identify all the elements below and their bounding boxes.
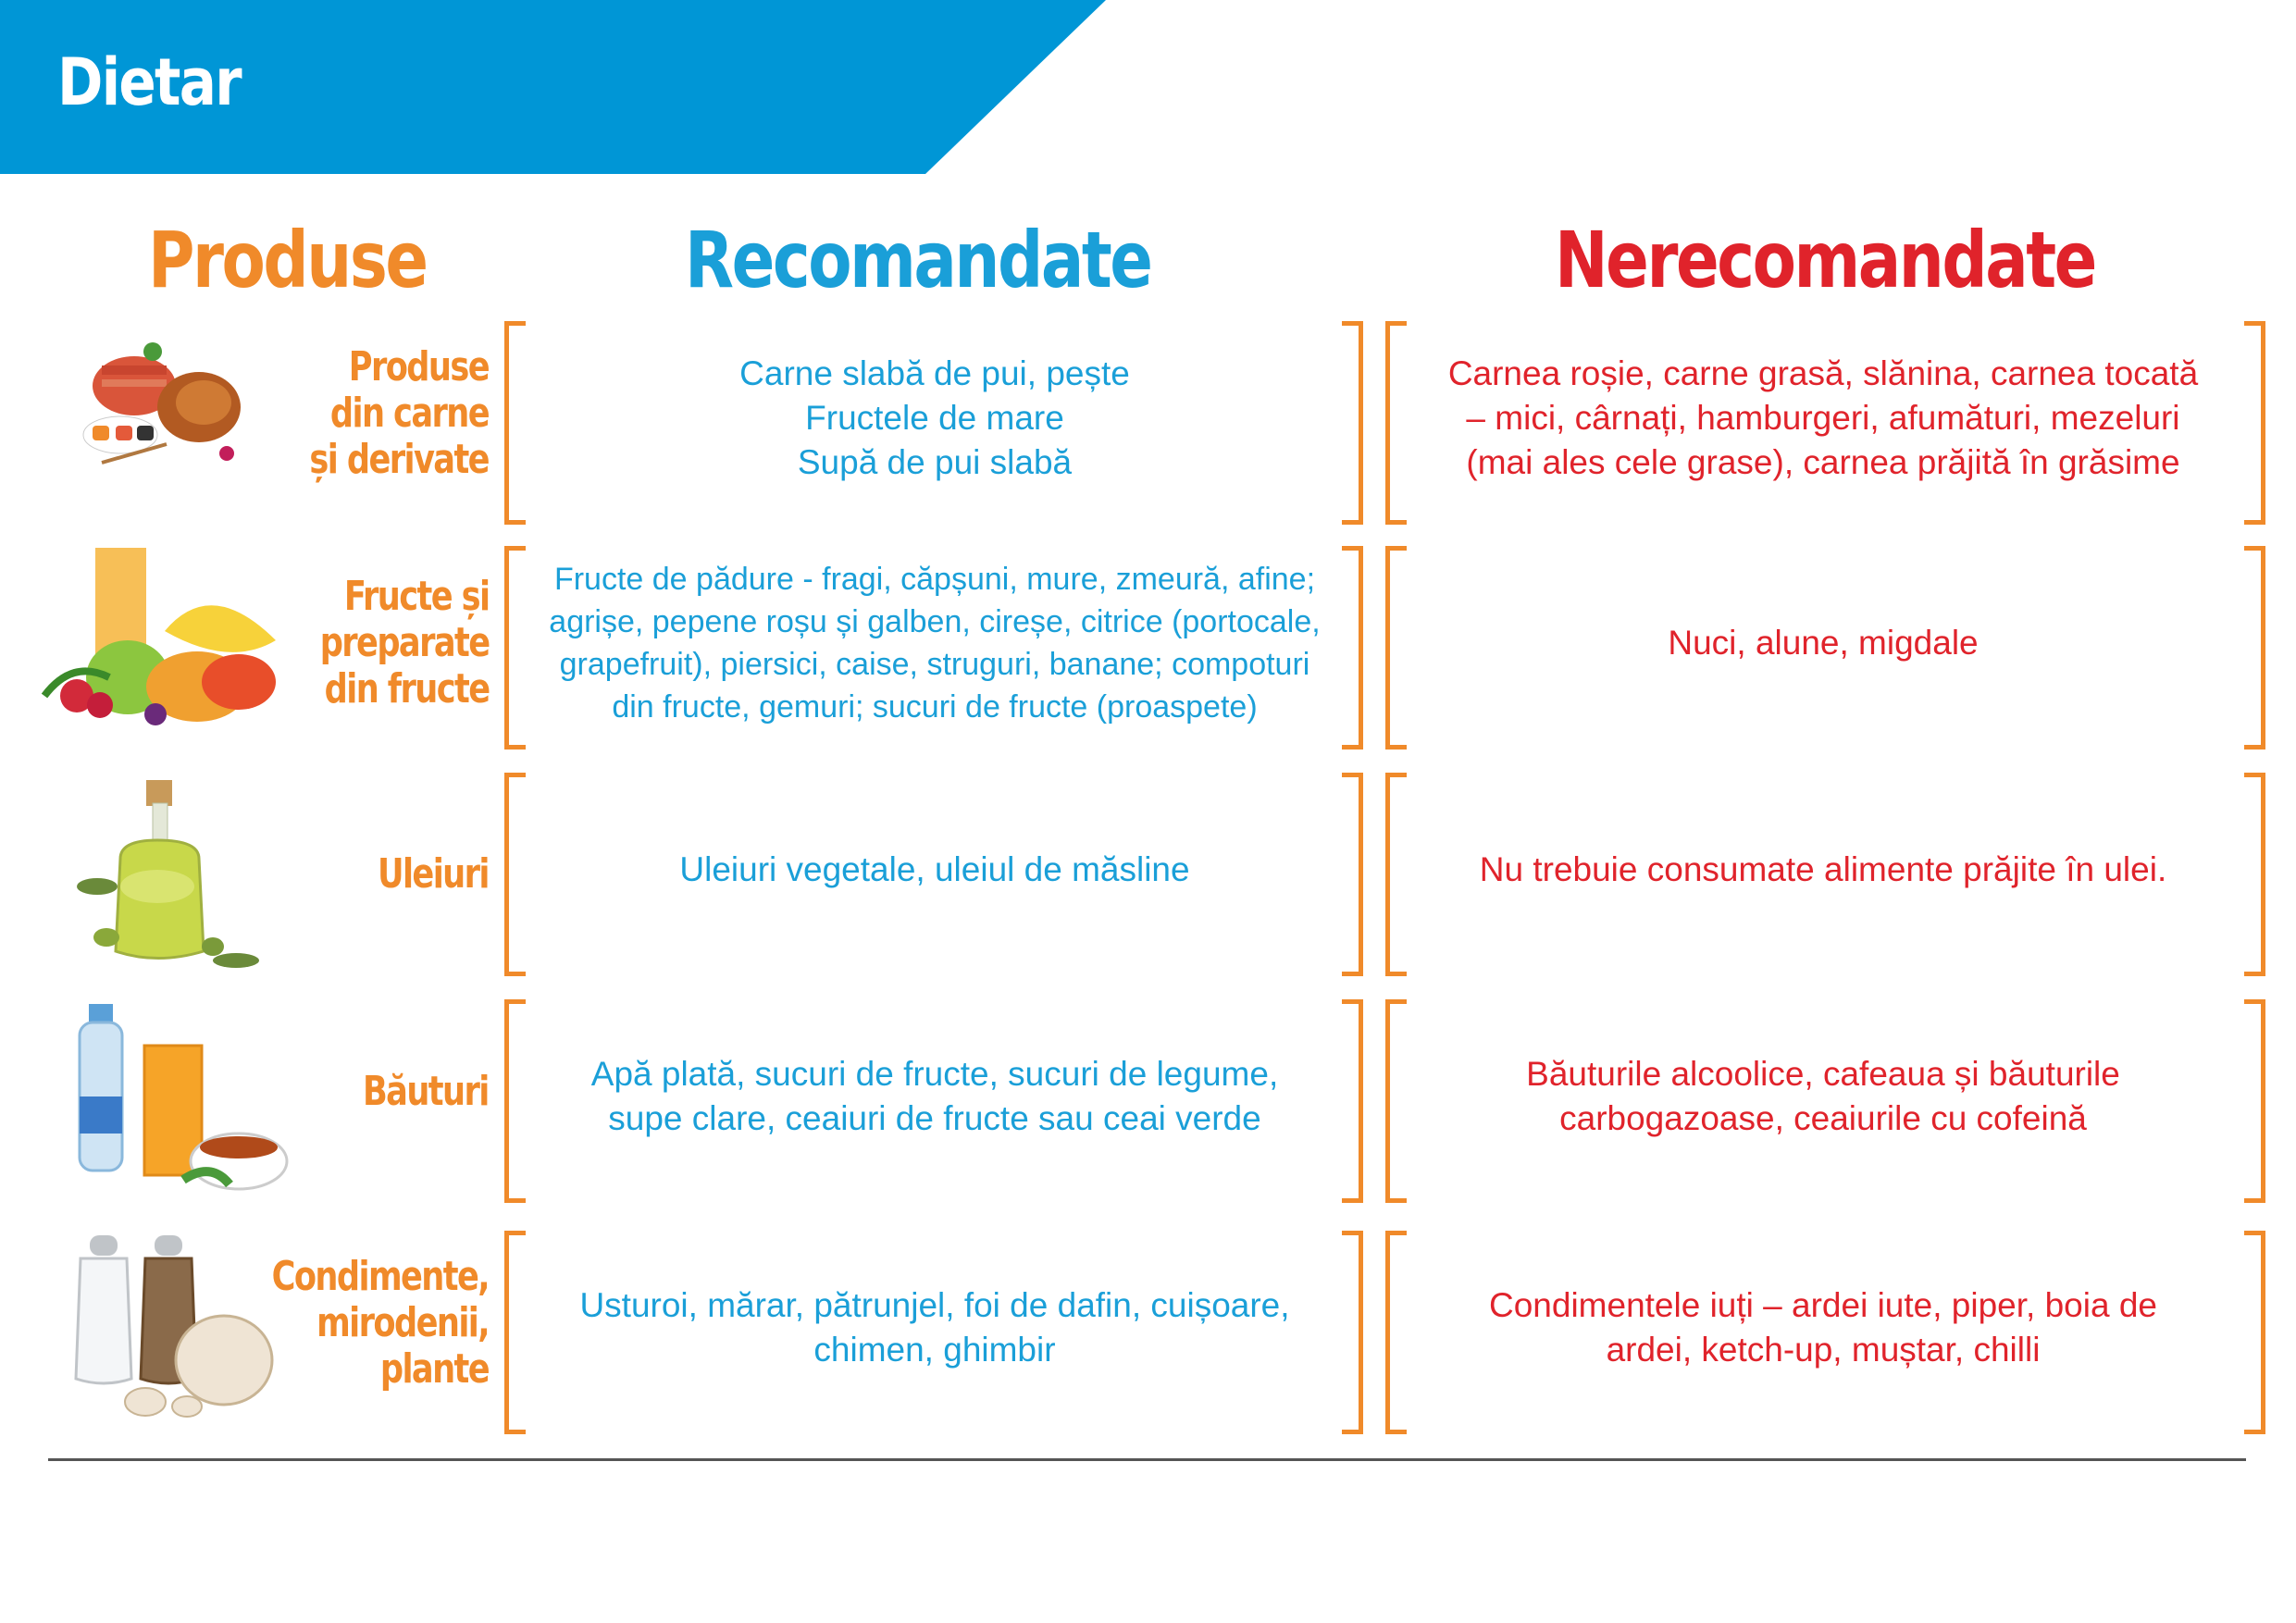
page-title: Dietar — [57, 44, 241, 120]
category-fruits: Fructe și preparate din fructe — [319, 573, 489, 712]
bracket-right — [1342, 999, 1363, 1203]
fruits-juice-icon — [26, 520, 304, 751]
category-meat: Produse din carne și derivate — [309, 343, 489, 483]
not-recommended-cell — [1393, 1231, 2253, 1425]
recommended-cell — [527, 321, 1342, 515]
olive-oil-icon — [65, 775, 278, 979]
recommended-cell — [527, 999, 1342, 1194]
bracket-right — [2244, 321, 2265, 525]
footer-divider — [48, 1458, 2246, 1461]
meat-dishes-icon — [65, 328, 250, 477]
recommended-cell — [527, 546, 1342, 740]
bracket-right — [1342, 773, 1363, 976]
not-recommended-cell — [1393, 999, 2253, 1194]
not-recommended-text: Nu trebuie consumate alimente prăjite în ulei. — [1479, 850, 2167, 888]
condiments-icon — [67, 1235, 279, 1420]
recommended-cell — [527, 773, 1342, 967]
not-recommended-text: Băuturile alcoolice, cafeaua și băuturile carbogazoase, ceaiurile cu cofeină — [1526, 1055, 2120, 1137]
bracket-right — [2244, 999, 2265, 1203]
recommended-text: Carne slabă de pui, pește Fructele de mare Supă de pui slabă — [739, 354, 1130, 481]
recommended-text: Fructe de pădure - fragi, căpșuni, mure, zmeură, afine; agrișe, pepene roșu și galben, cireșe, citrice (portocale, grapefruit), piersici, caise, struguri, banane; compoturi din fructe, gemuri; sucuri de fructe (proaspete) — [549, 562, 1321, 725]
column-header-products: Produse — [148, 215, 427, 305]
bracket-left — [504, 1231, 526, 1434]
bracket-right — [1342, 546, 1363, 750]
not-recommended-text: Condimentele iuți – ardei iute, piper, boia de ardei, ketch-up, muștar, chilli — [1489, 1286, 2157, 1369]
recommended-cell — [527, 1231, 1342, 1425]
bracket-left — [504, 546, 526, 750]
bracket-left — [504, 321, 526, 525]
recommended-text: Usturoi, mărar, pătrunjel, foi de dafin, cuișoare, chimen, ghimbir — [579, 1286, 1290, 1369]
recommended-text: Uleiuri vegetale, uleiul de măsline — [679, 850, 1190, 888]
column-header-not-recommended: Nerecomandate — [1555, 215, 2095, 305]
not-recommended-text: Carnea roșie, carne grasă, slănina, carnea tocată – mici, cârnați, hamburgeri, afumături, mezeluri (mai ales cele grase), carnea prăjită în grăsime — [1447, 354, 2199, 481]
bracket-right — [2244, 773, 2265, 976]
bracket-left — [504, 999, 526, 1203]
bracket-right — [2244, 1231, 2265, 1434]
column-header-recommended: Recomandate — [685, 215, 1151, 305]
category-oils: Uleiuri — [378, 850, 489, 898]
not-recommended-cell — [1393, 773, 2253, 967]
not-recommended-cell — [1393, 546, 2253, 740]
drinks-icon — [72, 1004, 294, 1208]
category-drinks: Băuturi — [363, 1068, 489, 1115]
category-condiments: Condimente, mirodenii, plante — [271, 1253, 489, 1393]
bracket-right — [2244, 546, 2265, 750]
bracket-right — [1342, 321, 1363, 525]
recommended-text: Apă plată, sucuri de fructe, sucuri de legume, supe clare, ceaiuri de fructe sau ceai verde — [590, 1055, 1279, 1137]
bracket-right — [1342, 1231, 1363, 1434]
bracket-left — [504, 773, 526, 976]
not-recommended-text: Nuci, alune, migdale — [1668, 624, 1979, 662]
not-recommended-cell — [1393, 321, 2253, 515]
